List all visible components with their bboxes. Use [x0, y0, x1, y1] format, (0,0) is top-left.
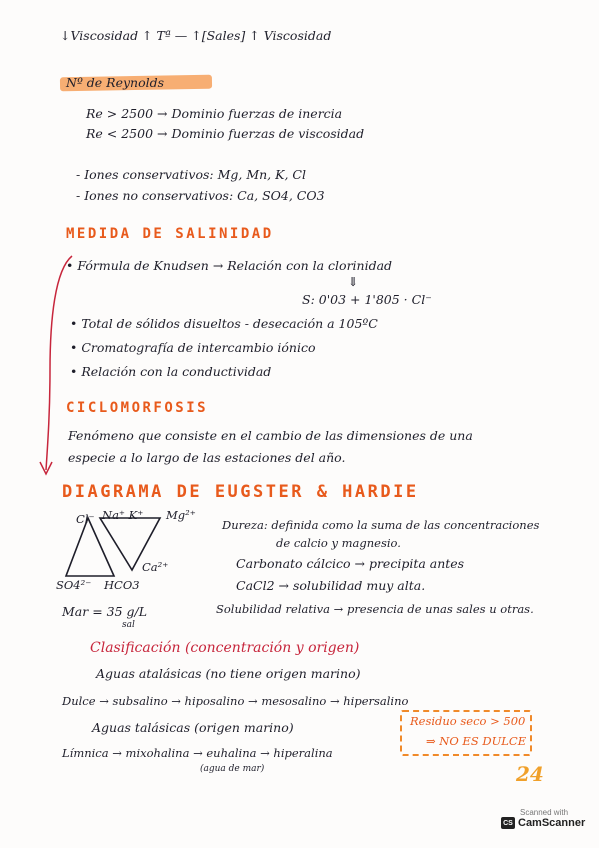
ions-line: - Iones conservativos: Mg, Mn, K, Cl: [76, 167, 306, 182]
salinity-formula: S: 0'03 + 1'805 · Cl⁻: [302, 292, 432, 307]
hardness-note: de calcio y magnesio.: [276, 536, 401, 550]
marine-chain: Límnica → mixohalina → euhalina → hiperalina: [62, 746, 333, 760]
diagram-title: DIAGRAMA DE EUGSTER & HARDIE: [62, 482, 419, 502]
reynolds-title: Nº de Reynolds: [66, 75, 165, 90]
seawater-salinity: Mar = 35 g/L: [62, 604, 148, 619]
sulfate-label: SO4²⁻: [56, 578, 92, 592]
sodium-potassium-label: Na⁺ K⁺: [102, 508, 144, 522]
freshwater-chain: Dulce → subsalino → hiposalino → mesosalino → hipersalino: [62, 694, 409, 708]
magnesium-label: Mg²⁺: [166, 508, 196, 522]
cyclomorphosis-line: especie a lo largo de las estaciones del año.: [68, 450, 346, 465]
thalassic-waters: Aguas talásicas (origen marino): [92, 720, 294, 735]
camscanner-brand: [501, 817, 587, 829]
not-fresh-line: ⇒ NO ES DULCE: [426, 734, 527, 748]
camscanner-brand-text: CamScanner: [518, 817, 586, 829]
salinity-bullet: • Total de sólidos disueltos - desecación a 105ºC: [70, 316, 378, 331]
down-arrow: ⇓: [348, 274, 359, 289]
athalassic-waters: Aguas atalásicas (no tiene origen marino): [96, 666, 361, 681]
calcium-label: Ca²⁺: [142, 560, 169, 574]
cyclomorphosis-line: Fenómeno que consiste en el cambio de las dimensiones de una: [68, 428, 473, 443]
reynolds-line: Re > 2500 → Dominio fuerzas de inercia: [86, 106, 343, 121]
classification-title: Clasificación (concentración y origen): [90, 640, 360, 656]
scanned-with-text: Scanned with: [519, 808, 569, 817]
chloride-label: Cl⁻: [76, 512, 95, 526]
seawater-salinity-subscript: sal: [122, 620, 135, 630]
knudsen-line: • Fórmula de Knudsen → Relación con la clorinidad: [66, 258, 393, 273]
carbonate-note: Carbonato cálcico → precipita antes: [236, 556, 465, 571]
reynolds-line: Re < 2500 → Dominio fuerzas de viscosidad: [86, 126, 365, 141]
salinity-bullet: • Relación con la conductividad: [70, 364, 272, 379]
page-number: 24: [516, 762, 544, 786]
calcium-chloride-note: CaCl2 → solubilidad muy alta.: [236, 578, 426, 593]
bicarbonate-label: HCO3: [104, 578, 140, 592]
salinity-bullet: • Cromatografía de intercambio iónico: [70, 340, 316, 355]
cyclomorphosis-title: CICLOMORFOSIS: [66, 400, 209, 416]
hardness-note: Dureza: definida como la suma de las concentraciones: [222, 518, 540, 532]
solubility-note: Solubilidad relativa → presencia de unas sales u otras.: [216, 602, 534, 616]
seawater-note: (agua de mar): [200, 764, 265, 774]
ions-line: - Iones no conservativos: Ca, SO4, CO3: [76, 188, 325, 203]
salinity-title: MEDIDA DE SALINIDAD: [66, 226, 274, 242]
viscosity-header: ↓Viscosidad ↑ Tª — ↑[Sales] ↑ Viscosidad: [60, 28, 332, 43]
camscanner-logo-icon: CS: [501, 817, 515, 829]
dry-residue-line: Residuo seco > 500: [410, 714, 526, 728]
camscanner-stamp: [501, 808, 587, 840]
